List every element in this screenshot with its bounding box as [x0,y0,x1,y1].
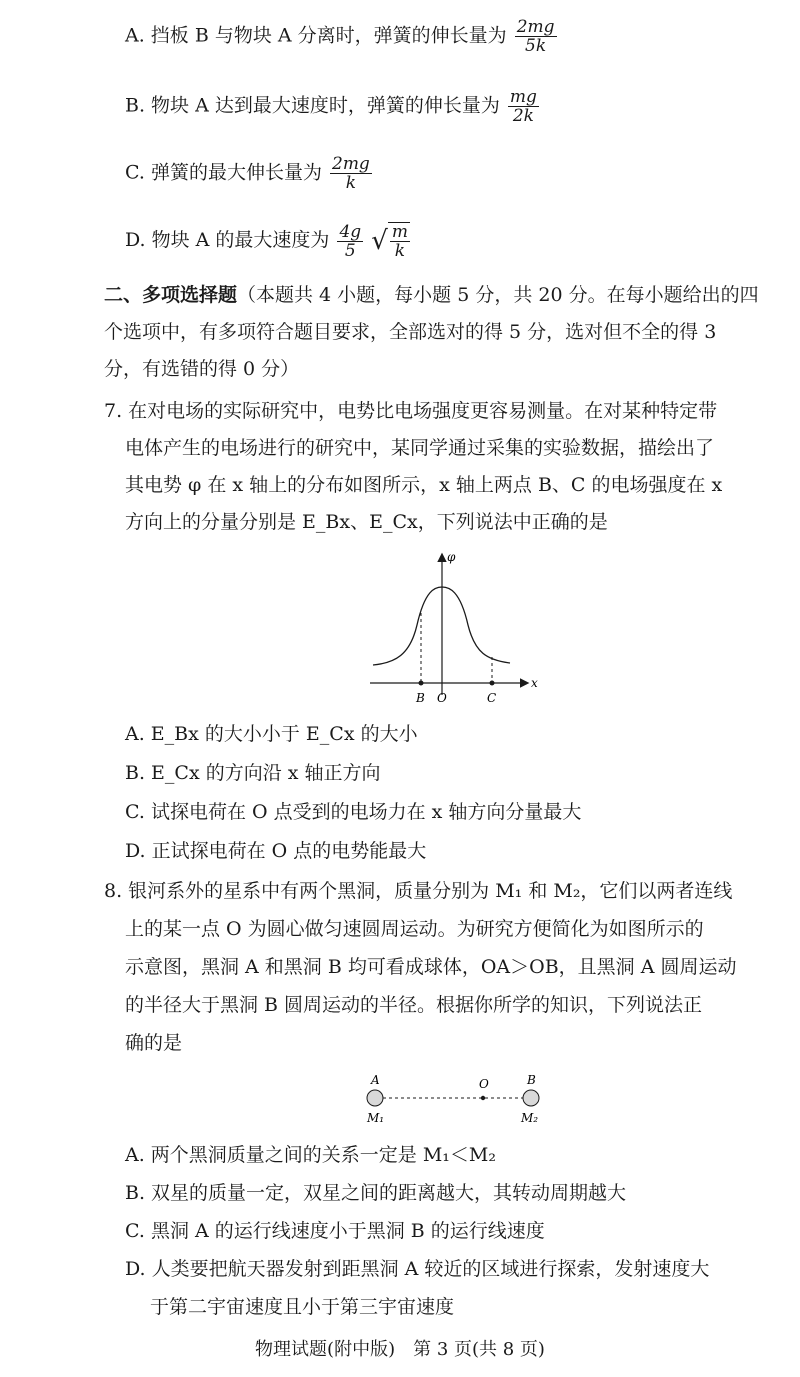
q8-option-c: C. 黑洞 A 的运行线速度小于黑洞 B 的运行线速度 [125,1220,545,1242]
label-a: A [371,1073,380,1087]
sqrt-expression [371,222,410,260]
q7-option-d: D. 正试探电荷在 O 点的电势能最大 [125,840,427,862]
q6-option-d [125,222,410,260]
fraction-numerator: 4g [339,221,362,242]
q8-option-d-line-1: D. 人类要把航天器发射到距黑洞 A 较近的区域进行探索，发射速度大 [125,1258,710,1280]
black-hole-a [367,1090,383,1106]
q6-option-d-fraction [337,223,363,260]
fraction-numerator: 2mg [332,154,370,174]
y-axis-label: φ [447,550,456,564]
q7-stem-line-4: 方向上的分量分别是 E_Bx、E_Cx，下列说法中正确的是 [125,511,608,533]
page-footer: 物理试题(附中版) 第 3 页(共 8 页) [255,1339,545,1360]
q8-stem-line-1: 8. 银河系外的星系中有两个黑洞，质量分别为 M₁ 和 M₂，它们以两者连线 [104,880,733,902]
q6-option-b-text: B. 物块 A 达到最大速度时，弹簧的伸长量为 [125,94,500,117]
q6-option-d-text: D. 物块 A 的最大速度为 [125,229,330,251]
q7-stem-line-3: 其电势 φ 在 x 轴上的分布如图所示，x 轴上两点 B、C 的电场强度在 x [125,474,723,496]
q8-binary-diagram [355,1070,555,1130]
q6-option-c-text: C. 弹簧的最大伸长量为 [125,161,322,184]
section2-instructions-1: （本题共 4 小题，每小题 5 分，共 20 分。在每小题给出的四 [237,284,759,306]
black-hole-b [523,1090,539,1106]
fraction-denominator: 2k [512,106,534,126]
q6-option-b [125,88,539,125]
section2-line-2: 个选项中，有多项符合题目要求，全部选对的得 5 分，选对但不全的得 3 [104,321,717,343]
q6-option-a [125,18,557,55]
label-o: O [479,1077,489,1091]
fraction-numerator: m [391,222,408,242]
q8-stem-line-3: 示意图，黑洞 A 和黑洞 B 均可看成球体，OA＞OB，且黑洞 A 圆周运动 [125,956,737,978]
fraction-numerator: 2mg [516,17,555,37]
sqrt-radicand [388,222,410,260]
q7-option-c: C. 试探电荷在 O 点受到的电场力在 x 轴方向分量最大 [125,801,582,823]
q7-stem-line-1: 7. 在对电场的实际研究中，电势比电场强度更容易测量。在对某种特定带 [104,400,718,422]
x-axis-label: x [531,676,538,690]
fraction-denominator: 5k [525,36,547,56]
label-b: B [527,1073,536,1087]
section2-line-1 [104,280,759,310]
q6-option-a-fraction [515,18,557,55]
point-c [490,681,495,686]
q7-option-b: B. E_Cx 的方向沿 x 轴正方向 [125,762,381,784]
q8-stem-line-4: 的半径大于黑洞 B 圆周运动的半径。根据你所学的知识，下列说法正 [125,994,703,1016]
label-m1: M₁ [367,1111,385,1125]
section2-line-3: 分，有选错的得 0 分） [104,358,300,380]
q8-option-d-line-2: 于第二宇宙速度且小于第三宇宙速度 [150,1296,455,1318]
q6-option-a-text: A. 挡板 B 与物块 A 分离时，弹簧的伸长量为 [125,24,507,47]
point-b [419,681,424,686]
sqrt-sign: √ [371,226,388,256]
center-point-o [481,1096,485,1100]
q7-option-a: A. E_Bx 的大小小于 E_Cx 的大小 [125,723,418,745]
q8-stem-line-5: 确的是 [125,1032,183,1054]
q6-option-c-fraction [330,155,372,192]
fraction-denominator: k [394,241,406,261]
label-c: C [487,691,497,705]
label-o: O [437,691,447,705]
section2-title: 二、多项选择题 [104,284,238,306]
q6-option-b-fraction [508,88,539,125]
fraction-numerator: mg [509,87,537,107]
q6-option-c [125,155,372,192]
q8-option-b: B. 双星的质量一定，双星之间的距离越大，其转动周期越大 [125,1182,627,1204]
label-b: B [416,691,425,705]
q8-stem-line-2: 上的某一点 O 为圆心做匀速圆周运动。为研究方便简化为如图所示的 [125,918,704,940]
q8-option-a: A. 两个黑洞质量之间的关系一定是 M₁＜M₂ [125,1144,496,1166]
fraction-denominator: 5 [344,240,356,261]
label-m2: M₂ [521,1111,539,1125]
q7-potential-graph [365,545,545,710]
q7-stem-line-2: 电体产生的电场进行的研究中，某同学通过采集的实验数据，描绘出了 [125,437,715,459]
fraction-denominator: k [345,173,357,193]
